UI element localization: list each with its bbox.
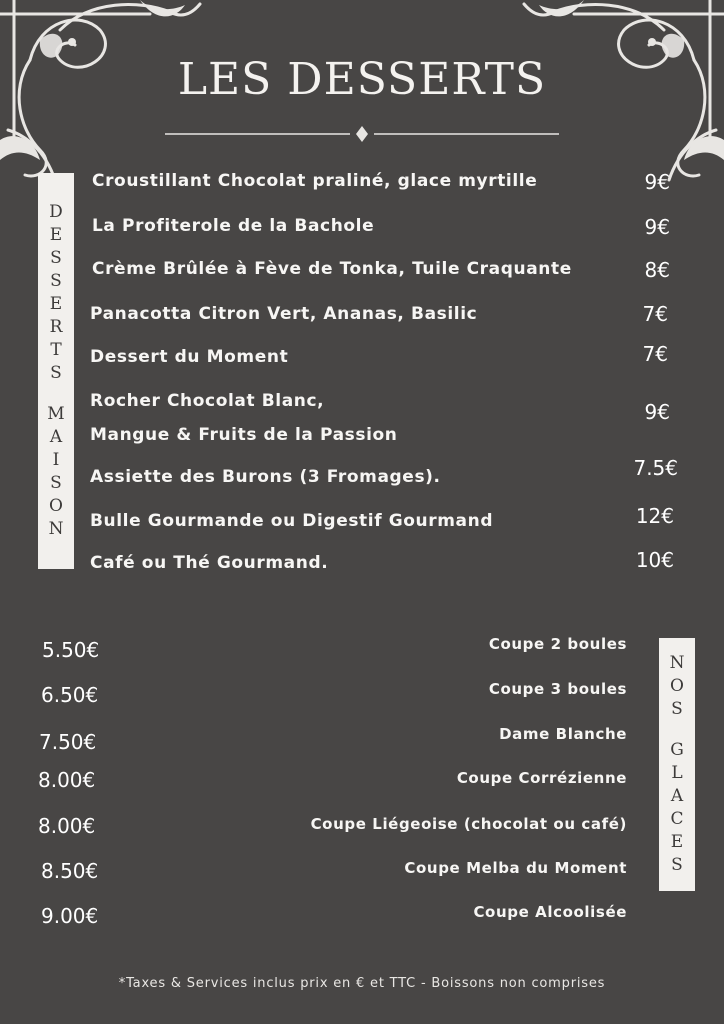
nos-glaces-label bbox=[659, 638, 695, 891]
dessert-name: La Profiterole de la Bachole bbox=[92, 216, 375, 236]
page-title: LES DESSERTS bbox=[177, 54, 547, 105]
label-letter: O bbox=[49, 496, 63, 516]
label-letter: S bbox=[671, 699, 683, 719]
label-letter: S bbox=[50, 473, 62, 493]
ice-cream-price: 8.00€ bbox=[38, 768, 96, 792]
ice-cream-name: Coupe 3 boules bbox=[488, 680, 627, 698]
dessert-name: Assiette des Burons (3 Fromages). bbox=[90, 467, 441, 487]
dessert-name-line2: Mangue & Fruits de la Passion bbox=[90, 425, 398, 445]
label-letter: G bbox=[670, 740, 684, 760]
label-letter: I bbox=[52, 450, 60, 470]
dessert-price: 9€ bbox=[644, 400, 670, 424]
ice-cream-price: 7.50€ bbox=[39, 730, 97, 754]
label-letter: T bbox=[50, 340, 62, 360]
label-letter: L bbox=[671, 763, 683, 783]
dessert-price: 7.5€ bbox=[633, 456, 678, 480]
ice-cream-name: Dame Blanche bbox=[499, 725, 627, 743]
dessert-price: 7€ bbox=[642, 342, 668, 366]
ice-cream-price: 8.00€ bbox=[38, 814, 96, 838]
label-letter: S bbox=[671, 855, 683, 875]
ice-cream-name: Coupe 2 boules bbox=[488, 635, 627, 653]
dessert-price: 9€ bbox=[644, 170, 670, 194]
dessert-price: 9€ bbox=[644, 215, 670, 239]
ice-cream-price: 8.50€ bbox=[41, 859, 99, 883]
desserts-maison-label bbox=[38, 173, 74, 569]
label-letter: S bbox=[50, 363, 62, 383]
label-letter: A bbox=[670, 786, 684, 806]
dessert-name: Café ou Thé Gourmand. bbox=[90, 553, 329, 573]
dessert-price: 10€ bbox=[635, 548, 674, 572]
label-letter: R bbox=[49, 317, 63, 337]
title-divider-icon bbox=[165, 124, 559, 144]
dessert-name: Rocher Chocolat Blanc, bbox=[90, 391, 325, 411]
label-letter: C bbox=[670, 809, 684, 829]
ice-cream-price: 9.00€ bbox=[41, 904, 99, 928]
dessert-name: Dessert du Moment bbox=[90, 347, 289, 367]
dessert-name: Panacotta Citron Vert, Ananas, Basilic bbox=[90, 304, 478, 324]
ice-cream-price: 5.50€ bbox=[42, 638, 100, 662]
dessert-price: 12€ bbox=[635, 504, 674, 528]
dessert-name: Crème Brûlée à Fève de Tonka, Tuile Craquante bbox=[92, 259, 572, 279]
ice-cream-name: Coupe Melba du Moment bbox=[404, 859, 627, 877]
label-letter: E bbox=[49, 225, 63, 245]
dessert-price: 8€ bbox=[644, 258, 670, 282]
ice-cream-price: 6.50€ bbox=[41, 683, 99, 707]
label-letter: E bbox=[49, 294, 63, 314]
ice-cream-name: Coupe Liégeoise (chocolat ou café) bbox=[310, 815, 627, 833]
ice-cream-name: Coupe Alcoolisée bbox=[473, 903, 627, 921]
label-letter: O bbox=[670, 676, 684, 696]
label-letter: N bbox=[48, 519, 64, 539]
footer-note: *Taxes & Services inclus prix en € et TTC - Boissons non comprises bbox=[118, 976, 606, 991]
label-letter: E bbox=[670, 832, 684, 852]
dessert-price: 7€ bbox=[642, 302, 668, 326]
ice-cream-name: Coupe Corrézienne bbox=[456, 769, 627, 787]
label-letter: D bbox=[49, 202, 63, 222]
dessert-name: Bulle Gourmande ou Digestif Gourmand bbox=[90, 511, 494, 531]
label-letter: S bbox=[50, 271, 62, 291]
label-letter: A bbox=[49, 427, 63, 447]
label-letter: S bbox=[50, 248, 62, 268]
dessert-name: Croustillant Chocolat praliné, glace myrtille bbox=[92, 171, 538, 191]
label-letter: M bbox=[47, 404, 65, 424]
label-letter: N bbox=[669, 653, 685, 673]
